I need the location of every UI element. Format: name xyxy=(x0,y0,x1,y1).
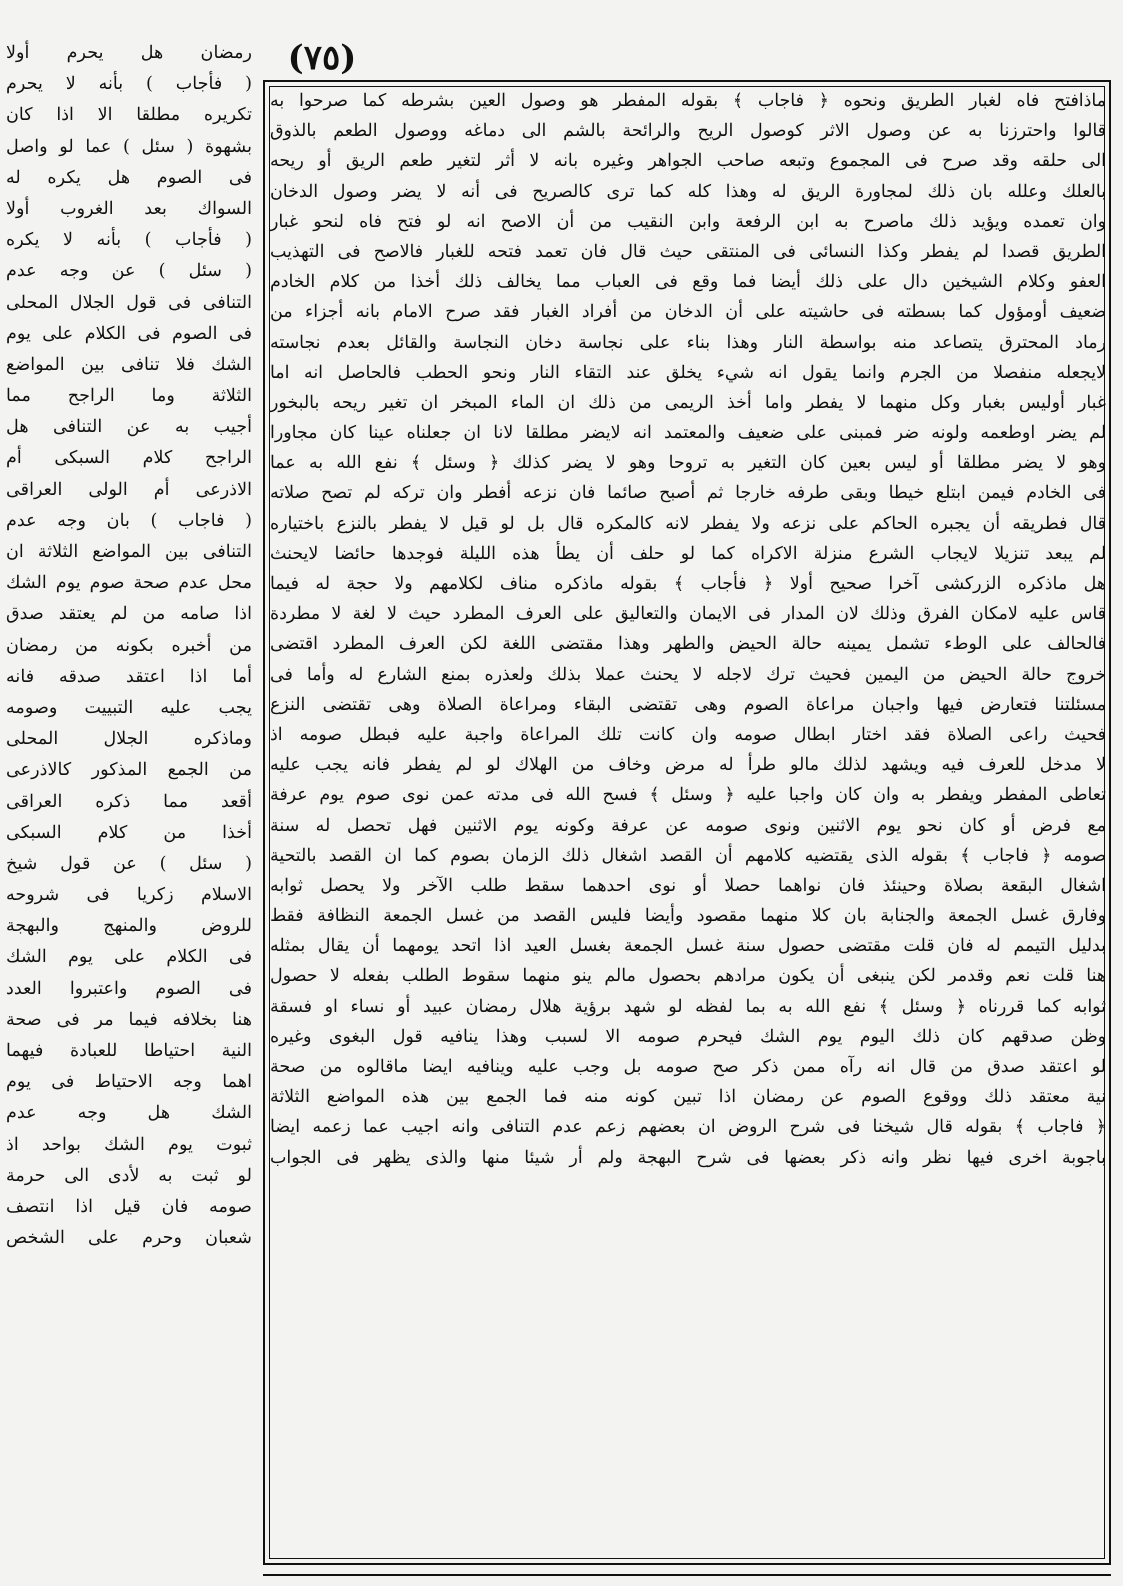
margin-text-line: السواك بعد الغروب أولا xyxy=(6,198,252,219)
margin-text-line: ( فأجاب ) بأنه لا يكره xyxy=(6,230,252,251)
main-text-line: لم يضر اوطعمه ولونه ضر فمبنى على ضعيف والمعتمد انه لايضر مطلقا لانا ان جعلناه عينا كان مجاورا xyxy=(270,423,1106,444)
main-text-line: لا مدخل للعرف فيه ويشهد لذلك مالو طرأ له مرض وخاف من الهلاك لو لم يفطر فانه يجب عليه xyxy=(270,755,1106,776)
margin-text-line: التنافى فى قول الجلال المحلى xyxy=(6,292,252,313)
margin-text-line: التنافى بين المواضع الثلاثة ان xyxy=(6,542,252,562)
margin-text-line: رمضان هل يحرم أولا xyxy=(6,43,252,63)
margin-text-line: فى الكلام على يوم الشك xyxy=(6,947,252,968)
margin-text-line: لو ثبت به لأدى الى حرمة xyxy=(6,1165,252,1186)
main-text-line: صومه ﴿ فاجاب ﴾ بقوله الذى يقتضيه كلامهم أن القصد اشغال ذلك الزمان بصوم كما ان القصد بالتحية xyxy=(270,845,1106,866)
margin-commentary xyxy=(6,38,252,1254)
margin-text-line: اذا صامه من لم يعتقد صدق xyxy=(6,604,252,625)
main-text-line: قاس عليه لامكان الفرق وذلك لان المدار فى الايمان والتعاليق على العرف المطرد حيث لا لغة لا مطردة xyxy=(270,604,1106,625)
main-text-line: وان تعمده ويؤيد ذلك ماصرح به ابن الرفعة وابن النقيب من أن الاصح انه لو فتح فاه لنحو غبار xyxy=(270,211,1106,232)
margin-text-line: من الجمع المذكور كالاذرعى xyxy=(6,760,252,781)
margin-text-line: شعبان وحرم على الشخص xyxy=(6,1228,252,1249)
margin-text-line: ( فأجاب ) بأنه لا يحرم xyxy=(6,74,252,95)
main-text-line: لم يبعد تنزيلا لايجاب الشرع منزلة الاكراه كما لو حلف أن يطأ هذه الليلة فوجدها حائضا لايحنث xyxy=(270,543,1106,564)
main-text-line: وفارق غسل الجمعة والجنابة بان كلا منهما مقصود وأيضا فليس القصد من غسل الجمعة النظافة فقط xyxy=(270,906,1106,927)
main-text-line: الى حلقه وقد صرح فى المجموع وتبعه صاحب الجواهر وغيره بانه لا أثر لتغير طعم الريق أو ريحه xyxy=(270,151,1106,172)
main-text-line: بدليل التيمم له فان قلت مقتضى حصول سنة غسل الجمعة بغسل العيد اذا اتحد يومهما أن يقال بمثله xyxy=(270,936,1106,957)
main-text-column xyxy=(270,86,1106,1173)
main-text-line: ثوابه كما قررناه ﴿ وسئل ﴾ نفع الله به بما لفظه لو شهد برؤية هلال رمضان عبيد أو نساء او فسقة xyxy=(270,996,1106,1017)
main-text-line: نية معتقد ذلك ووقوع الصوم عن رمضان اذا تبين كونه منه فما الجمع بين هذه المواضع الثلاثة xyxy=(270,1087,1106,1108)
main-text-line: وظن صدقهم كان ذلك اليوم يوم الشك فيحرم صومه الا لسبب وهذا ينافيه قول البغوى وغيره xyxy=(270,1026,1106,1047)
margin-text-line: النية احتياطا للعبادة فيهما xyxy=(6,1041,252,1061)
margin-text-line: ( فاجاب ) بان وجه عدم xyxy=(6,510,252,531)
main-text-line: رماد المحترق يتصاعد منه بواسطة النار وهذا بناء على نجاسة دخان النجاسة والقائل بعدم نجاسته xyxy=(270,332,1106,353)
margin-text-line: ( سئل ) عن قول شيخ xyxy=(6,853,252,874)
main-text-line: ضعيف أومؤول كما بسطته فى حاشيته على أن الدخان من أفراد الغبار فقد صرح الامام بانه أجزاء من xyxy=(270,302,1106,323)
main-text-line: قالوا واحترزنا به عن وصول الاثر كوصول الريح والرائحة بالشم الى دماغه ووصول الطعم بالذوق xyxy=(270,121,1106,142)
margin-text-line: من أخبره بكونه من رمضان xyxy=(6,635,252,656)
page-number: (٧٥) xyxy=(287,38,357,78)
main-text-line: اشغال البقعة بصلاة وحينئذ فان نواهما حصلا أو نوى احدهما سقط طلب الآخر ولا يحصل ثوابه xyxy=(270,875,1106,896)
margin-text-line: أجيب به عن التنافى هل xyxy=(6,417,252,438)
margin-text-line: الثلاثة وما الراجح مما xyxy=(6,386,252,407)
main-text-line: هنا قلت نعم وقدمر لكن ينبغى أن يكون مرادهم بحصول مالم ينو منهما سقوط الطلب بفعله لا حصول xyxy=(270,966,1106,987)
margin-text-line: صومه فان قيل اذا انتصف xyxy=(6,1196,252,1217)
main-text-line: قال فطريقه أن يجبره الحاكم على نزعه ولا يفطر لانه كالمكره قال بل لو قيل لا يفطر بالنزع باختياره xyxy=(270,513,1106,534)
margin-text-line: الشك هل وجه عدم xyxy=(6,1103,252,1124)
main-text-line: الطريق قصدا لم يفطر وكذا النسائى فى المنتقى حيث قال فان تعمد فتحه للغبار فالاصح فى التهذيب xyxy=(270,241,1106,262)
main-text-line: مسئلتنا فتعارض فيها واجبان مراعاة الصوم وهى تقتضى البقاء ومراعاة الصلاة وهى تقتضى النزع xyxy=(270,694,1106,715)
margin-text-line: ثبوت يوم الشك بواحد اذ xyxy=(6,1134,252,1155)
margin-text-line: فى الصوم واعتبروا العدد xyxy=(6,978,252,999)
main-text-line: مع فرض أو كان نحو يوم الاثنين ونوى صومه عن عرفة وكونه يوم الاثنين فهل تحصل له سنة xyxy=(270,815,1106,836)
main-text-line: بالعلك وعلله بان ذلك لمجاورة الريق له وهذا كله كما ترى كالصريح فى أنه لا يضر وصول الدخان xyxy=(270,181,1106,202)
margin-text-line: للروض والمنهج والبهجة xyxy=(6,916,252,937)
margin-text-line: الراجح كلام السبكى أم xyxy=(6,448,252,469)
main-text-line: لو اعتقد صدق من قال انه رآه ممن ذكر صح صومه بل وجب عليه وينافيه ايضا ماقالوه من صحة xyxy=(270,1057,1106,1077)
main-text-line: لايجعله منفصلا من الجرم وانما يقول انه شيء يخلق عند التقاء النار ونحو الحطب فالحاصل انه اما xyxy=(270,362,1106,383)
main-text-line: العفو وكلام الشيخين دال على ذلك أيضا فما وقع فى العباب مما يخالف ذلك أخذا من كلام الخادم xyxy=(270,272,1106,293)
margin-text-line: بشهوة ( سئل ) عما لو واصل xyxy=(6,136,252,157)
margin-text-line: الاسلام زكريا فى شروحه xyxy=(6,885,252,906)
margin-text-line: وماذكره الجلال المحلى xyxy=(6,729,252,750)
main-text-line: ﴿ فاجاب ﴾ بقوله قال شيخنا فى شرح الروض ان بعضهم زعم عدم التنافى وانه اجيب عما زعمه ايضا xyxy=(270,1117,1106,1138)
main-text-line: باجوبة اخرى فيها نظر وانه ذكر بعضها فى شرح البهجة ولم أر شيئا منها والذى يظهر فى الجواب xyxy=(270,1147,1106,1168)
margin-text-line: اهما وجه الاحتياط فى يوم xyxy=(6,1072,252,1093)
margin-text-line: تكريره مطلقا الا اذا كان xyxy=(6,105,252,126)
margin-text-line: هنا بخلافه فيما مر فى صحة xyxy=(6,1009,252,1030)
main-text-line: فى الخادم فيمن ابتلع خيطا وبقى طرفه خارجا ثم أصبح صائما فان نزعه أفطر وان تركه لم تصح صلاته xyxy=(270,483,1106,504)
margin-text-line: فى الصوم فى الكلام على يوم xyxy=(6,323,252,344)
bottom-rule xyxy=(263,1574,1111,1576)
main-text-line: فحيث راعى الصلاة فقد اختار ابطال صومه وان كانت تلك المراعاة واجبة عليه فبطل صومه اذ xyxy=(270,724,1106,745)
margin-text-line: فى الصوم هل يكره له xyxy=(6,167,252,188)
margin-text-line: الاذرعى أم الولى العراقى xyxy=(6,479,252,500)
main-text-line: غبار أوليس بغبار وكل منهما لا يفطر واما أخذ الريمى من ذلك ان الماء المبخر ان تغير ريحه بالبخور xyxy=(270,392,1106,413)
margin-text-line: أما اذا اعتقد صدقه فانه xyxy=(6,666,252,687)
margin-text-line: أقعد مما ذكره العراقى xyxy=(6,791,252,812)
main-text-line: تعاطى المفطر ويفطر به وان كان واجبا عليه ﴿ وسئل ﴾ فسح الله فى مدته عمن نوى صوم يوم عرفة xyxy=(270,785,1106,806)
margin-text-line: أخذا من كلام السبكى xyxy=(6,822,252,843)
margin-text-line: محل عدم صحة صوم يوم الشك xyxy=(6,573,252,594)
main-text-line: فالحالف على الوطء تشمل يمينه حالة الحيض والطهر وهذا مقتضى اللغة لكن العرف المطرد اقتضى xyxy=(270,634,1106,655)
margin-text-line: يجب عليه التبييت وصومه xyxy=(6,697,252,718)
main-text-line: خروج حالة الحيض من اليمين فحيث ترك لاجله لا يحنث عملا بذلك ولعذره بمنع الشارع له وأما فى xyxy=(270,664,1106,685)
margin-text-line: الشك فلا تنافى بين المواضع xyxy=(6,354,252,375)
margin-text-line: ( سئل ) عن وجه عدم xyxy=(6,261,252,282)
main-text-line: هل ماذكره الزركشى آخرا صحيح أولا ﴿ فأجاب ﴾ بقوله ماذكره مناف لكلامهم ولا حجة له فيما xyxy=(270,574,1106,594)
main-text-line: وهو لا يضر مطلقا أو ليس بعين كان التغير به تروحا وهو لا يضر كذلك ﴿ وسئل ﴾ نفع الله به عما xyxy=(270,453,1106,474)
main-text-line: ماذافتح فاه لغبار الطريق ونحوه ﴿ فاجاب ﴾ بقوله المفطر هو وصول العين بشرطه كما صرحوا به xyxy=(270,91,1106,111)
